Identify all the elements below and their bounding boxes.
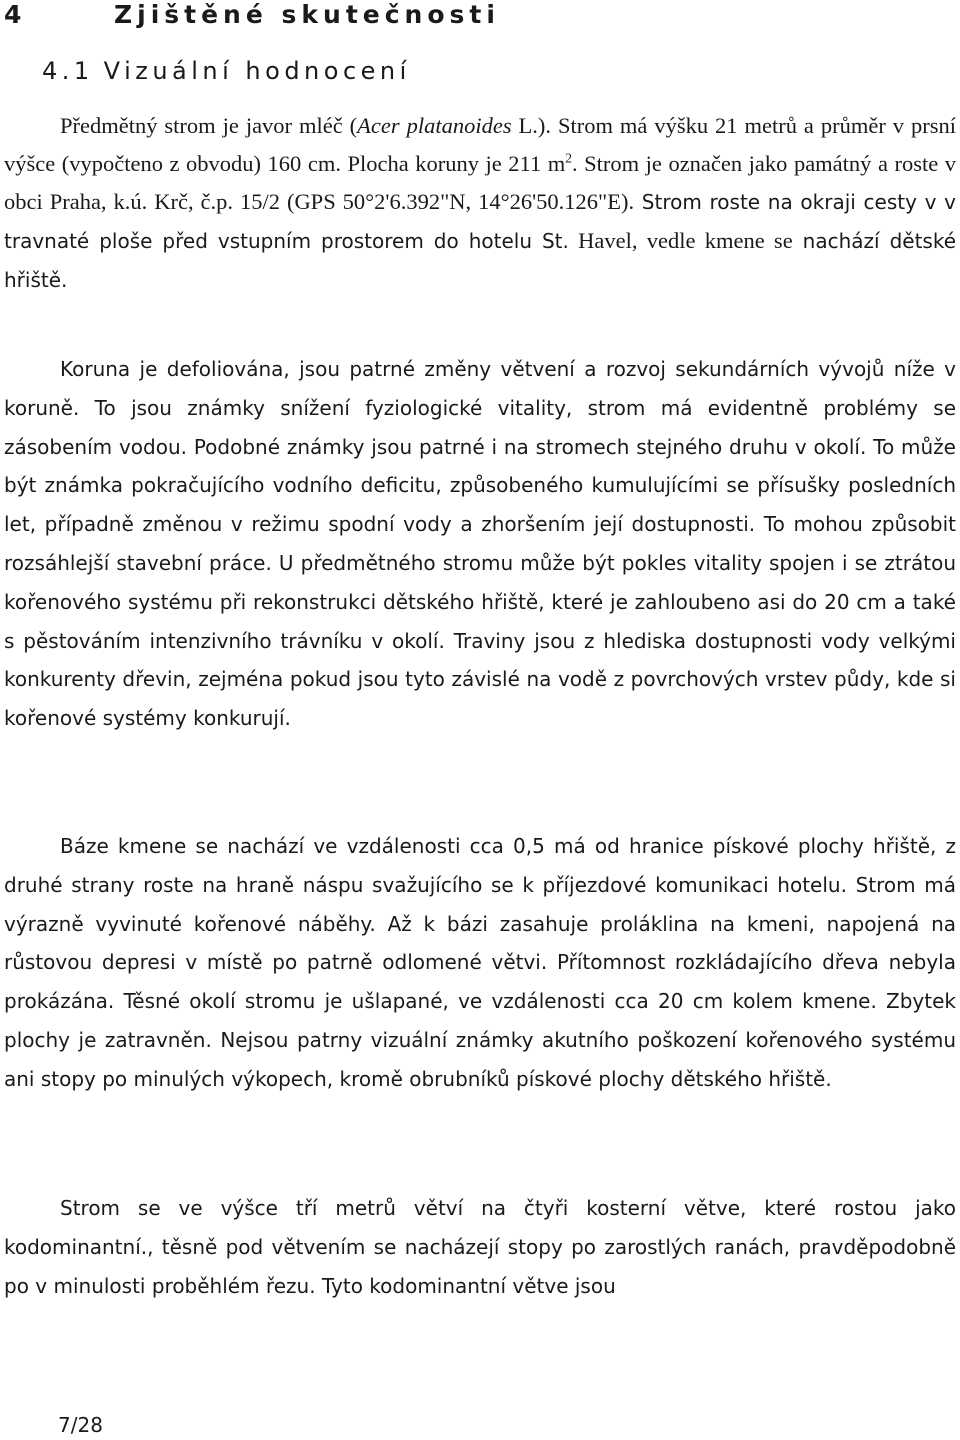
area-unit-superscript: 2 <box>565 150 572 166</box>
p1-text-a: Předmětný strom je javor mléč ( <box>60 113 358 138</box>
section-title: Vizuální hodnocení <box>103 57 411 85</box>
paragraph-trunk-base: Báze kmene se nachází ve vzdálenosti cca 0,5 má od hranice pískové plochy hřiště, z druhé strany roste na hraně náspu svažujícího se k příjezdové komunikaci hotelu. Strom má výrazně vyvinuté kořenové náběhy. Až k bázi zasahuje proláklina na kmeni, napojená na růstovou depresi v místě po patrně odlomené větvi. Přítomnost rozkládajícího dřeva nebyla prokázána. Těsné okolí stromu je ušlapané, ve vzdálenosti cca 20 cm kolem kmene. Zbytek plochy je zatravněn. Nejsou patrny vizuální známky akutního poškození kořenového systému ani stopy po minulých výkopech, kromě obrubníků pískové plochy dětského hřiště. <box>4 834 956 1091</box>
p1-text-d: Strom roste na okraji cesty v v travnaté ploše před vstupním prostorem do hotelu St. <box>4 190 956 253</box>
latin-species-name: Acer platanoides <box>357 113 512 138</box>
p1-text-b: L.). Strom má výšku 21 metrů a průměr v prsní výšce (vypočteno z obvodu) 160 cm. Plocha koruny je 211 m <box>4 113 956 176</box>
p1-text-e: Havel, vedle kmene se <box>568 227 793 253</box>
paragraph-crown-condition: Koruna je defoliována, jsou patrné změny větvení a rozvoj sekundárních vývojů níže v koruně. To jsou známky snížení fyziologické vitality, strom má evidentně problémy se zásobením vodou. Podobné známky jsou patrné i na stromech stejného druhu v okolí. To může být známka pokračujícího vodního deficitu, způsobeného kumulujícími se přísušky posledních let, případně změnou v režimu spodní vody a zhoršením její dostupnosti. To mohou způsobit rozsáhlejší stavební práce. U předmětného stromu může být pokles vitality spojen i se ztrátou kořenového systému při rekonstrukci dětského hřiště, které je zahloubeno asi do 20 cm a také s pěstováním intenzivního trávníku v okolí. Traviny jsou z hlediska dostupnosti vody velkými konkurenty dřevin, zejména pokud jsou tyto závislé na vodě z povrchových vrstev půdy, kde si kořenové systémy konkurují. <box>4 357 956 731</box>
p1-text-f: nachází dětské hřiště. <box>4 228 956 292</box>
page-number: 7/28 <box>58 1413 103 1437</box>
paragraph-branching: Strom se ve výšce tří metrů větví na čtyři kosterní větve, které rostou jako kodominantní., těsně pod větvením se nacházejí stopy po zarostlých ranách, pravděpodobně po v minulosti proběhlém řezu. Tyto kodominantní větve jsou <box>4 1196 956 1298</box>
p1-text-c: . Strom je označen jako památný a roste v obci Praha, k.ú. Krč, č.p. 15/2 (GPS 50°2'6.392"N, 14°26'50.126"E). <box>4 151 956 214</box>
chapter-heading <box>4 0 500 30</box>
chapter-title: Zjištěné skutečnosti <box>114 0 500 29</box>
section-number: 4.1 <box>42 57 94 85</box>
section-heading <box>42 56 411 86</box>
chapter-number: 4 <box>4 0 22 29</box>
paragraph-tree-description <box>4 107 956 299</box>
